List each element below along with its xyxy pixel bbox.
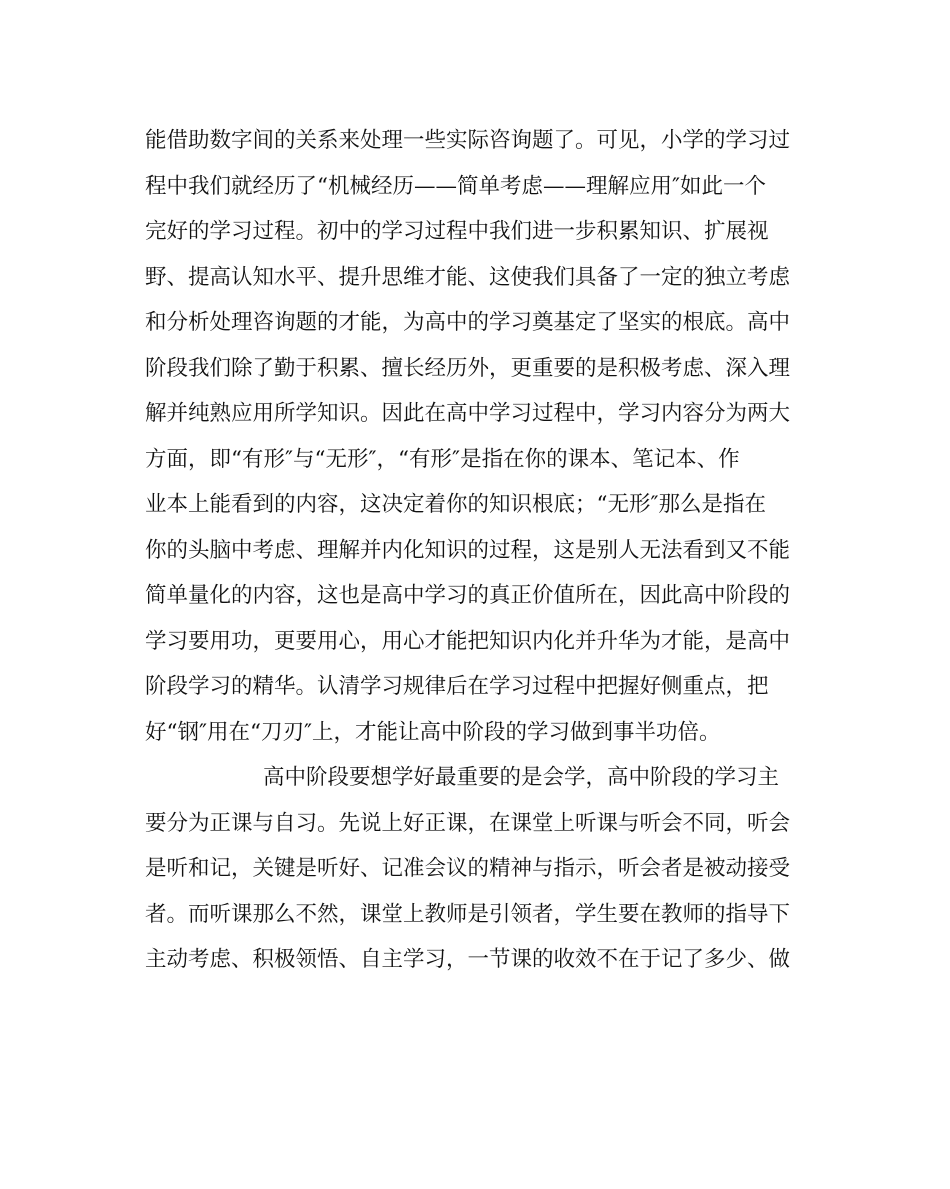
text-line: 学习要用功，更要用心，用心才能把知识内化并升华为才能，是高中 [145, 628, 791, 654]
text-line: 能借助数字间的关系来处理一些实际咨询题了。可见，小学的学习过 [145, 128, 791, 153]
text-line: 野、提高认知水平、提升思维才能、这使我们具备了一定的独立考虑 [145, 264, 791, 290]
text-line: 要分为正课与自习。先说上好正课，在课堂上听课与听会不同，听会 [145, 810, 791, 836]
text-line: 简单量化的内容，这也是高中学习的真正价值所在，因此高中阶段的 [145, 583, 791, 608]
text-line: 业本上能看到的内容，这决定着你的知识根底；“无形″那么是指在 [145, 492, 767, 517]
text-line: 阶段我们除了勤于积累、擅长经历外，更重要的是积极考虑、深入理 [145, 355, 791, 381]
text-line: 方面，即“有形″与“无形″，“有形″是指在你的课本、笔记本、作 [145, 446, 740, 472]
text-line: 主动考虑、积极领悟、自主学习，一节课的收效不在于记了多少、做 [145, 947, 791, 972]
text-line-indented: 高中阶段要想学好最重要的是会学，高中阶段的学习主 [263, 765, 780, 790]
text-line: 程中我们就经历了“机械经历——简单考虑——理解应用″如此一个 [145, 173, 767, 199]
text-line: 你的头脑中考虑、理解并内化知识的过程，这是别人无法看到又不能 [145, 537, 791, 563]
paragraph-2 [145, 755, 805, 983]
text-line: 是听和记，关键是听好、记准会议的精神与指示，听会者是被动接受 [145, 856, 791, 881]
text-line: 阶段学习的精华。认清学习规律后在学习过程中把握好侧重点，把 [145, 674, 769, 699]
text-line: 好“钢″用在“刀刃″上，才能让高中阶段的学习做到事半功倍。 [145, 719, 721, 745]
text-line: 完好的学习过程。初中的学习过程中我们进一步积累知识、扩展视 [145, 219, 769, 244]
text-line: 解并纯熟应用所学知识。因此在高中学习过程中，学习内容分为两大 [145, 401, 791, 426]
text-line: 者。而听课那么不然，课堂上教师是引领者，学生要在教师的指导下 [145, 901, 791, 927]
text-line: 和分析处理咨询题的才能，为高中的学习奠基定了坚实的根底。高中 [145, 310, 791, 335]
paragraph-1 [145, 118, 805, 755]
document-body [145, 118, 805, 983]
